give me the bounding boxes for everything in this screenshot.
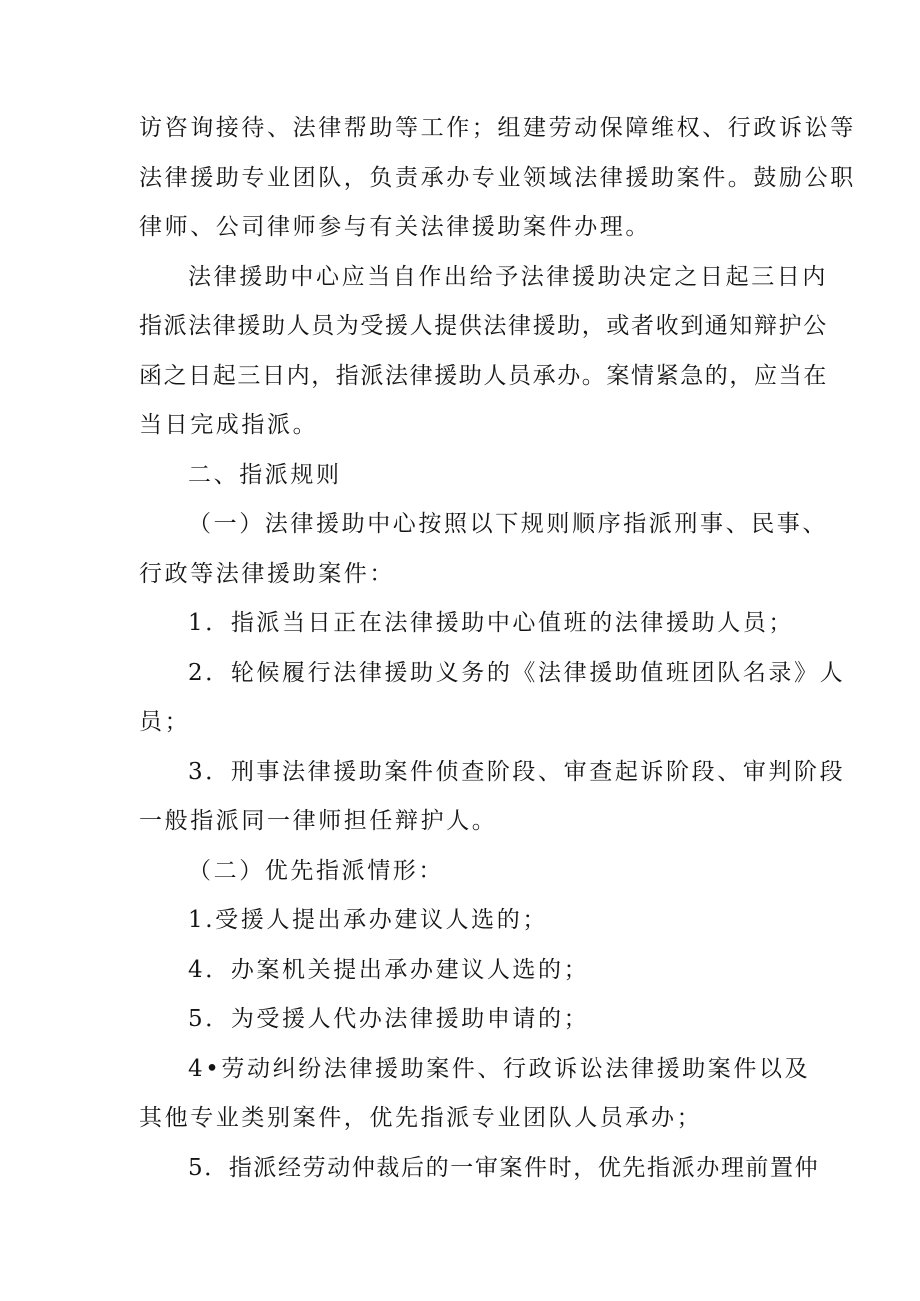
list-item: 4•劳动纠纷法律援助案件、行政诉讼法律援助案件以及 bbox=[188, 1056, 811, 1082]
subsection-heading: （一）法律援助中心按照以下规则顺序指派刑事、民事、 bbox=[188, 511, 828, 537]
text-line: 一般指派同一律师担任辩护人。 bbox=[139, 808, 498, 834]
text-line: 法律援助专业团队，负责承办专业领域法律援助案件。鼓励公职 bbox=[139, 165, 856, 191]
text-line: 员； bbox=[139, 709, 191, 735]
list-item: 5．指派经劳动仲裁后的一审案件时，优先指派办理前置仲 bbox=[188, 1155, 820, 1181]
text-line: 函之日起三日内，指派法律援助人员承办。案情紧急的，应当在 bbox=[139, 363, 828, 389]
list-item: 4．办案机关提出承办建议人选的； bbox=[188, 957, 590, 983]
list-item: 1．指派当日正在法律援助中心值班的法律援助人员； bbox=[188, 610, 795, 636]
text-line: 行政等法律援助案件： bbox=[139, 561, 395, 587]
list-item: 5．为受援人代办法律援助申请的； bbox=[188, 1006, 590, 1032]
text-line: 当日完成指派。 bbox=[139, 412, 319, 438]
text-line: 访咨询接待、法律帮助等工作；组建劳动保障维权、行政诉讼等 bbox=[139, 115, 856, 141]
text-line: 指派法律援助人员为受援人提供法律援助，或者收到通知辩护公 bbox=[139, 313, 828, 339]
subsection-heading: （二）优先指派情形： bbox=[188, 858, 444, 884]
list-item: 3．刑事法律援助案件侦查阶段、审查起诉阶段、审判阶段 bbox=[188, 759, 846, 785]
section-heading: 二、指派规则 bbox=[188, 462, 342, 488]
text-line: 律师、公司律师参与有关法律援助案件办理。 bbox=[139, 214, 651, 240]
paragraph-start-line: 法律援助中心应当自作出给予法律援助决定之日起三日内 bbox=[188, 264, 828, 290]
list-item: 2．轮候履行法律援助义务的《法律援助值班团队名录》人 bbox=[188, 660, 846, 686]
list-item: 1.受援人提出承办建议人选的； bbox=[188, 907, 548, 933]
text-line: 其他专业类别案件，优先指派专业团队人员承办； bbox=[139, 1105, 703, 1131]
